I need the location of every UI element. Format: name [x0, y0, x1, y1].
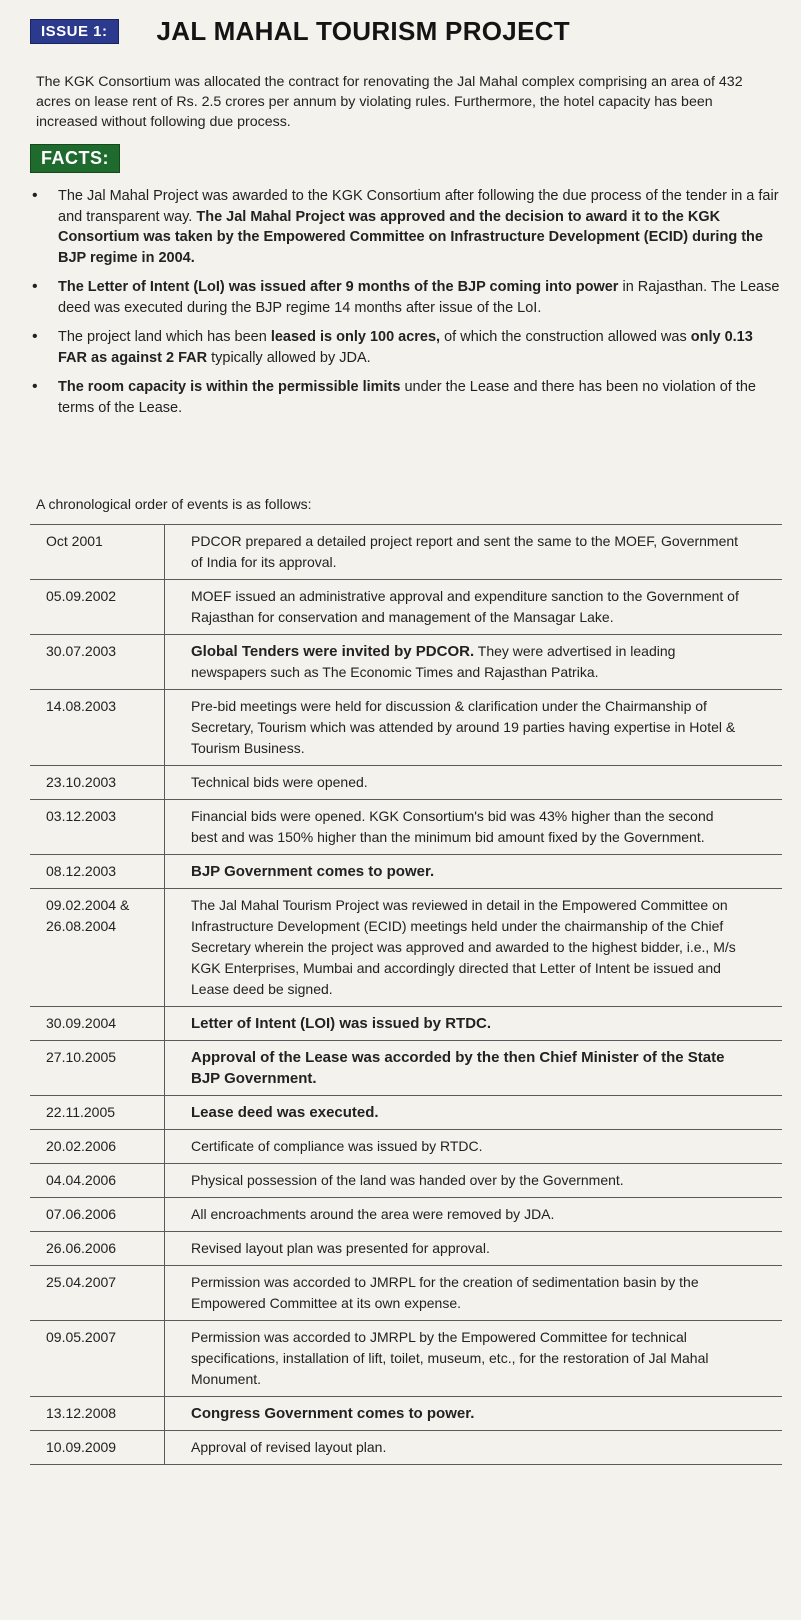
- timeline-row: [30, 1198, 782, 1232]
- event-date: 09.02.2004 & 26.08.2004: [30, 889, 165, 1007]
- event-date: 23.10.2003: [30, 766, 165, 800]
- event-date: 03.12.2003: [30, 800, 165, 855]
- timeline-row: [30, 1096, 782, 1130]
- fact-text: typically allowed by JDA.: [207, 349, 371, 366]
- fact-text-bold: leased is only 100 acres,: [270, 329, 441, 345]
- intro-paragraph: The KGK Consortium was allocated the contract for renovating the Jal Mahal complex comprising an area of 432 acres on lease rent of Rs. 2.5 crores per annum by violating rules. Furthermore, the hotel capacity has been increased without following due process.: [36, 74, 743, 131]
- fact-text-bold: only 0.13 FAR as against 2 FAR: [58, 329, 753, 366]
- event-date: Oct 2001: [30, 525, 165, 580]
- event-date: 25.04.2007: [30, 1266, 165, 1321]
- event-text: They were advertised in leading newspapers such as The Economic Times and Rajasthan Patrika.: [191, 643, 676, 680]
- fact-text: The Jal Mahal Project was awarded to the KGK Consortium after following the due process of the tender in a fair and transparent way.: [58, 188, 779, 225]
- event-description: Certificate of compliance was issued by RTDC.: [165, 1130, 783, 1164]
- event-description: Letter of Intent (LOI) was issued by RTDC.: [165, 1007, 783, 1041]
- event-date: 26.06.2006: [30, 1232, 165, 1266]
- event-date: 22.11.2005: [30, 1096, 165, 1130]
- event-date: 14.08.2003: [30, 690, 165, 766]
- event-description: Permission was accorded to JMRPL for the creation of sedimentation basin by the Empowered Committee at its own expense.: [165, 1266, 783, 1321]
- fact-text-bold: The room capacity is within the permissible limits: [58, 379, 401, 395]
- event-description: Technical bids were opened.: [165, 766, 783, 800]
- event-date: 10.09.2009: [30, 1431, 165, 1465]
- event-date: 05.09.2002: [30, 580, 165, 635]
- fact-text-bold: The Letter of Intent (LoI) was issued after 9 months of the BJP coming into power: [58, 279, 619, 295]
- timeline-row: [30, 525, 782, 580]
- fact-text: under the Lease and there has been no violation of the terms of the Lease.: [58, 379, 756, 416]
- fact-text: in Rajasthan. The Lease deed was executed during the BJP regime 14 months after issue of the LoI.: [58, 279, 780, 316]
- event-description: Revised layout plan was presented for approval.: [165, 1232, 783, 1266]
- event-date: 09.05.2007: [30, 1321, 165, 1397]
- event-description: Congress Government comes to power.: [165, 1397, 783, 1431]
- event-description: MOEF issued an administrative approval and expenditure sanction to the Government of Rajasthan for conservation and management of the Mansagar Lake.: [165, 580, 783, 635]
- event-description: The Jal Mahal Tourism Project was reviewed in detail in the Empowered Committee on Infrastructure Development (ECID) meetings held under the chairmanship of the Chief Secretary wherein the project was approved and awarded to the highest bidder, i.e., M/s KGK Enterprises, Mumbai and accordingly directed that Letter of Intent be issued and Lease deed be signed.: [165, 889, 783, 1007]
- event-date: 30.07.2003: [30, 635, 165, 690]
- facts-badge: FACTS:: [30, 144, 120, 173]
- facts-list: [30, 186, 782, 427]
- event-date: 27.10.2005: [30, 1041, 165, 1096]
- chronology-intro: A chronological order of events is as follows:: [36, 496, 312, 512]
- timeline-row: [30, 1397, 782, 1431]
- fact-text-bold: The Jal Mahal Project was approved and the decision to award it to the KGK Consortium was taken by the Empowered Committee on Infrastructure Development (ECID) during the BJP regime in 2004.: [58, 208, 763, 266]
- timeline-row: [30, 1007, 782, 1041]
- event-description: Approval of the Lease was accorded by the then Chief Minister of the State BJP Government.: [165, 1041, 783, 1096]
- timeline-row: [30, 1164, 782, 1198]
- event-description: PDCOR prepared a detailed project report and sent the same to the MOEF, Government of India for its approval.: [165, 525, 783, 580]
- timeline-row: [30, 766, 782, 800]
- timeline-row: [30, 1431, 782, 1465]
- event-description: Physical possession of the land was handed over by the Government.: [165, 1164, 783, 1198]
- issue-header: [30, 14, 570, 48]
- timeline-row: [30, 889, 782, 1007]
- event-date: 04.04.2006: [30, 1164, 165, 1198]
- event-text-bold: Global Tenders were invited by PDCOR.: [191, 643, 475, 660]
- timeline-row: [30, 855, 782, 889]
- event-date: 30.09.2004: [30, 1007, 165, 1041]
- timeline-row: [30, 690, 782, 766]
- timeline-row: [30, 580, 782, 635]
- event-description: Pre-bid meetings were held for discussion & clarification under the Chairmanship of Secretary, Tourism which was attended by around 19 parties having expertise in Hotel & Tourism Business.: [165, 690, 783, 766]
- event-date: 13.12.2008: [30, 1397, 165, 1431]
- event-description: Lease deed was executed.: [165, 1096, 783, 1130]
- timeline-row: [30, 1321, 782, 1397]
- timeline-row: [30, 800, 782, 855]
- event-description: All encroachments around the area were removed by JDA.: [165, 1198, 783, 1232]
- fact-item: [30, 186, 782, 268]
- timeline-row: [30, 1266, 782, 1321]
- event-date: 08.12.2003: [30, 855, 165, 889]
- timeline-row: [30, 635, 782, 690]
- fact-item: [30, 277, 782, 318]
- timeline-row: [30, 1041, 782, 1096]
- fact-text: of which the construction allowed was: [440, 329, 691, 345]
- fact-item: [30, 377, 782, 418]
- event-description: Approval of revised layout plan.: [165, 1431, 783, 1465]
- event-description: Permission was accorded to JMRPL by the Empowered Committee for technical specifications, installation of lift, toilet, museum, etc., for the restoration of Jal Mahal Monument.: [165, 1321, 783, 1397]
- timeline-row: [30, 1232, 782, 1266]
- page-title: JAL MAHAL TOURISM PROJECT: [156, 15, 570, 46]
- timeline-row: [30, 1130, 782, 1164]
- event-date: 07.06.2006: [30, 1198, 165, 1232]
- timeline-table: [30, 524, 782, 1465]
- fact-text: The project land which has been: [58, 329, 271, 345]
- issue-badge: ISSUE 1:: [30, 19, 119, 44]
- event-description: Financial bids were opened. KGK Consortium's bid was 43% higher than the second best and was 150% higher than the minimum bid amount fixed by the Government.: [165, 800, 783, 855]
- event-description: [165, 635, 783, 690]
- fact-item: [30, 327, 782, 368]
- event-description: BJP Government comes to power.: [165, 855, 783, 889]
- event-date: 20.02.2006: [30, 1130, 165, 1164]
